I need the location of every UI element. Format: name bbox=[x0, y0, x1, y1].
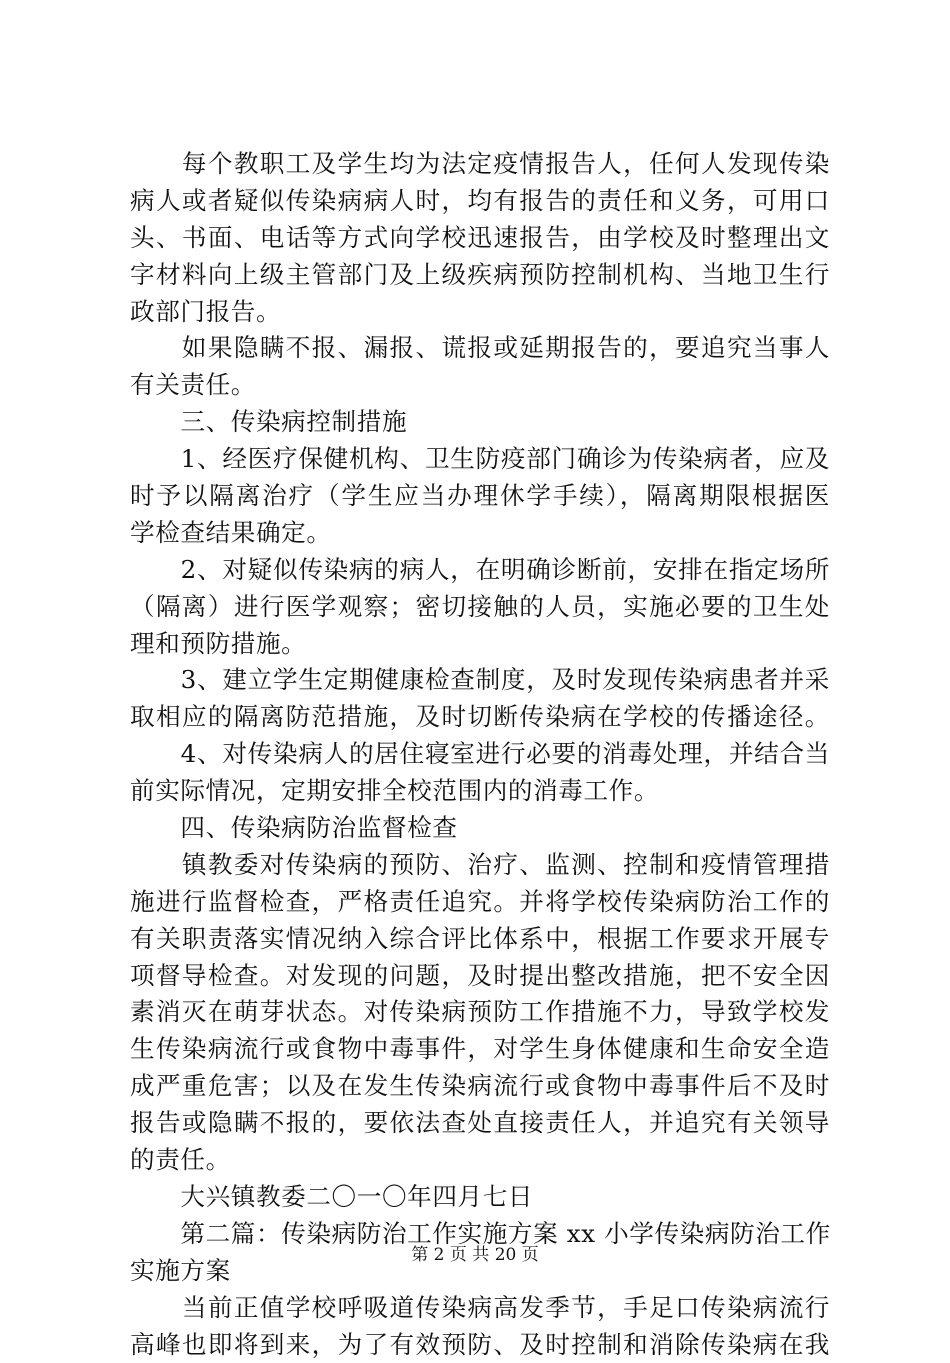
text-line: 施进行监督检查，严格责任追究。并将学校传染病防治工作的 bbox=[130, 884, 830, 921]
text-line: 四、传染病防治监督检查 bbox=[130, 810, 830, 847]
text-line: 镇教委对传染病的预防、治疗、监测、控制和疫情管理措 bbox=[130, 847, 830, 884]
text-line: 2、对疑似传染病的病人，在明确诊断前，安排在指定场所 bbox=[130, 552, 830, 589]
text-line: 政部门报告。 bbox=[130, 294, 830, 331]
text-line: 的责任。 bbox=[130, 1142, 830, 1179]
text-line: 生传染病流行或食物中毒事件，对学生身体健康和生命安全造 bbox=[130, 1031, 830, 1068]
text-line: 大兴镇教委二〇一〇年四月七日 bbox=[130, 1179, 830, 1216]
text-line: 实施方案 bbox=[130, 1253, 830, 1290]
text-line: 学检查结果确定。 bbox=[130, 515, 830, 552]
text-line: 三、传染病控制措施 bbox=[130, 404, 830, 441]
text-line: 报告或隐瞒不报的，要依法查处直接责任人，并追究有关领导 bbox=[130, 1105, 830, 1142]
text-line: 取相应的隔离防范措施，及时切断传染病在学校的传播途径。 bbox=[130, 699, 830, 736]
text-line: 项督导检查。对发现的问题，及时提出整改措施，把不安全因 bbox=[130, 958, 830, 995]
text-line: （隔离）进行医学观察；密切接触的人员，实施必要的卫生处 bbox=[130, 589, 830, 626]
text-line: 字材料向上级主管部门及上级疾病预防控制机构、当地卫生行 bbox=[130, 257, 830, 294]
text-line: 理和预防措施。 bbox=[130, 626, 830, 663]
text-line: 如果隐瞒不报、漏报、谎报或延期报告的，要追究当事人 bbox=[130, 330, 830, 367]
text-line: 每个教职工及学生均为法定疫情报告人，任何人发现传染 bbox=[130, 146, 830, 183]
text-line: 4、对传染病人的居住寝室进行必要的消毒处理，并结合当 bbox=[130, 736, 830, 773]
text-line: 3、建立学生定期健康检查制度，及时发现传染病患者并采 bbox=[130, 662, 830, 699]
document-body bbox=[130, 146, 830, 1363]
text-line: 当前正值学校呼吸道传染病高发季节，手足口传染病流行 bbox=[130, 1290, 830, 1327]
text-line: 时予以隔离治疗（学生应当办理休学手续），隔离期限根据医 bbox=[130, 478, 830, 515]
text-line: 成严重危害；以及在发生传染病流行或食物中毒事件后不及时 bbox=[130, 1068, 830, 1105]
text-line: 1、经医疗保健机构、卫生防疫部门确诊为传染病者，应及 bbox=[130, 441, 830, 478]
text-line: 头、书面、电话等方式向学校迅速报告，由学校及时整理出文 bbox=[130, 220, 830, 257]
text-line: 第二篇：传染病防治工作实施方案 xx 小学传染病防治工作 bbox=[130, 1216, 830, 1253]
text-line: 有关职责落实情况纳入综合评比体系中，根据工作要求开展专 bbox=[130, 921, 830, 958]
text-line: 前实际情况，定期安排全校范围内的消毒工作。 bbox=[130, 773, 830, 810]
text-line: 素消灭在萌芽状态。对传染病预防工作措施不力，导致学校发 bbox=[130, 994, 830, 1031]
text-line: 高峰也即将到来，为了有效预防、及时控制和消除传染病在我 bbox=[130, 1327, 830, 1363]
text-line: 病人或者疑似传染病病人时，均有报告的责任和义务，可用口 bbox=[130, 183, 830, 220]
page-footer: 第 2 页 共 20 页 bbox=[0, 1244, 950, 1266]
text-line: 有关责任。 bbox=[130, 367, 830, 404]
